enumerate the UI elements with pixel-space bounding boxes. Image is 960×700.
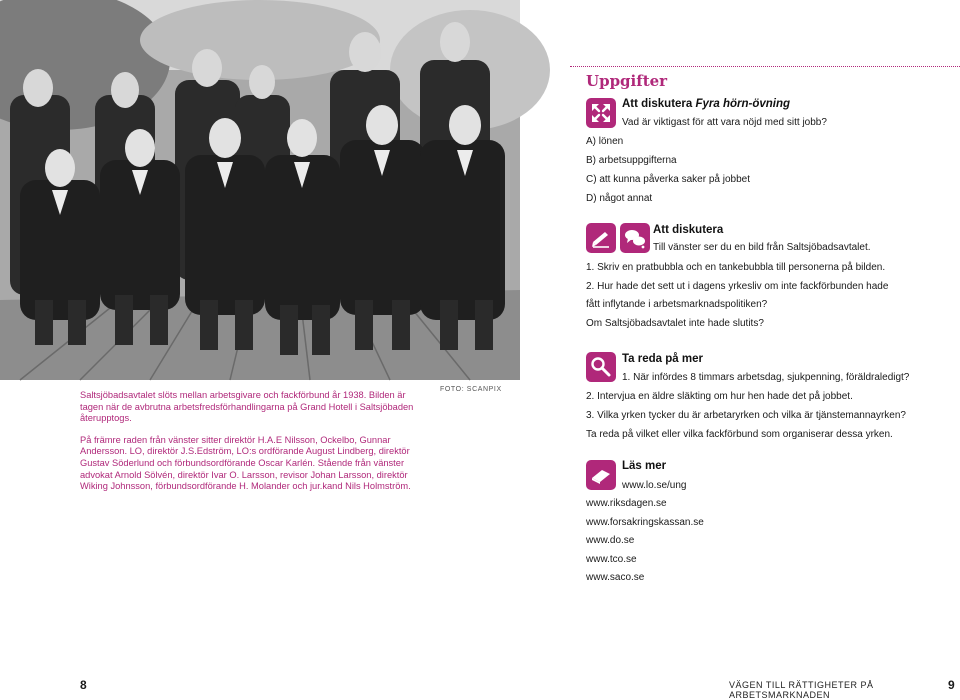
task4-title: Läs mer bbox=[622, 460, 667, 472]
speech-bubbles-icon bbox=[620, 223, 650, 253]
task2-line-3: 2. Hur hade det sett ut i dagens yrkesliv om inte fackförbunden hade bbox=[586, 281, 889, 292]
link-forsakringskassan[interactable]: www.forsakringskassan.se bbox=[586, 517, 704, 528]
task1-option-b: B) arbetsuppgifterna bbox=[586, 155, 677, 166]
link-lo[interactable]: www.lo.se/ung bbox=[622, 480, 687, 491]
link-do[interactable]: www.do.se bbox=[586, 535, 635, 546]
heading-divider bbox=[570, 66, 960, 67]
task3-line-2: 2. Intervjua en äldre släkting om hur hen hade det på jobbet. bbox=[586, 391, 853, 402]
task1-title-italic: Fyra hörn-övning bbox=[695, 98, 791, 110]
photo-caption bbox=[80, 390, 425, 493]
section-heading: Uppgifter bbox=[586, 72, 668, 90]
task2-line-2: 1. Skriv en pratbubbla och en tankebubbla till personerna på bilden. bbox=[586, 262, 886, 273]
task3-line-1: 1. När infördes 8 timmars arbetsdag, sjukpenning, föräldraledigt? bbox=[622, 372, 910, 383]
link-riksdagen[interactable]: www.riksdagen.se bbox=[586, 498, 667, 509]
task1-option-a: A) lönen bbox=[586, 136, 624, 147]
photo-credit: FOTO: SCANPIX bbox=[440, 386, 502, 393]
task3-line-4: Ta reda på vilket eller vilka fackförbund som organiserar dessa yrken. bbox=[586, 429, 893, 440]
link-saco[interactable]: www.saco.se bbox=[586, 572, 645, 583]
magnifier-icon bbox=[586, 352, 616, 382]
caption-paragraph-2: På främre raden från vänster sitter direktör H.A.E Nilsson, Ockelbo, Gunnar Andersson. LO, direktör J.S.Edström, LO:s ordförande August Lindberg, direktör Gustav Söderlund och förbundsordförande Oscar Karlén. Stående från vänster advokat Arnold Sölvén, direktör Ivar O. Larsson, revisor Johan Larsson, direktör Wiking Johnsson, förbundsordförande H. Molander och jur.kand Nils Holmström. bbox=[80, 434, 411, 492]
page-number-left: 8 bbox=[80, 678, 87, 692]
caption-paragraph-1: Saltsjöbadsavtalet slöts mellan arbetsgivare och fackförbund år 1938. Bilden är tagen när de avbrutna arbetsfredsförhandlingarna på Grand Hotell i Saltsjöbaden återupptogs. bbox=[80, 390, 414, 424]
task1-question: Vad är viktigast för att vara nöjd med sitt jobb? bbox=[622, 117, 827, 128]
page-number-right: 9 bbox=[948, 678, 955, 692]
task3-title: Ta reda på mer bbox=[622, 353, 703, 365]
task1-title bbox=[622, 98, 790, 110]
historical-photo bbox=[0, 0, 520, 380]
task2-line-1: Till vänster ser du en bild från Saltsjöbadsavtalet. bbox=[653, 242, 871, 253]
task2-line-4: fått inflytande i arbetsmarknadspolitiken? bbox=[586, 299, 768, 310]
pen-icon bbox=[586, 223, 616, 253]
arrows-four-corners-icon bbox=[586, 98, 616, 128]
task1-option-c: C) att kunna påverka saker på jobbet bbox=[586, 174, 750, 185]
task3-line-3: 3. Vilka yrken tycker du är arbetaryrken och vilka är tjänstemannayrken? bbox=[586, 410, 906, 421]
running-footer-title: VÄGEN TILL RÄTTIGHETER PÅ ARBETSMARKNADEN bbox=[729, 680, 874, 700]
book-icon bbox=[586, 460, 616, 490]
task2-title: Att diskutera bbox=[653, 224, 724, 236]
link-tco[interactable]: www.tco.se bbox=[586, 554, 637, 565]
task2-line-5: Om Saltsjöbadsavtalet inte hade slutits? bbox=[586, 318, 764, 329]
task1-option-d: D) något annat bbox=[586, 193, 653, 204]
group-photo-illustration bbox=[0, 0, 520, 380]
task1-title-prefix: Att diskutera bbox=[622, 98, 696, 110]
